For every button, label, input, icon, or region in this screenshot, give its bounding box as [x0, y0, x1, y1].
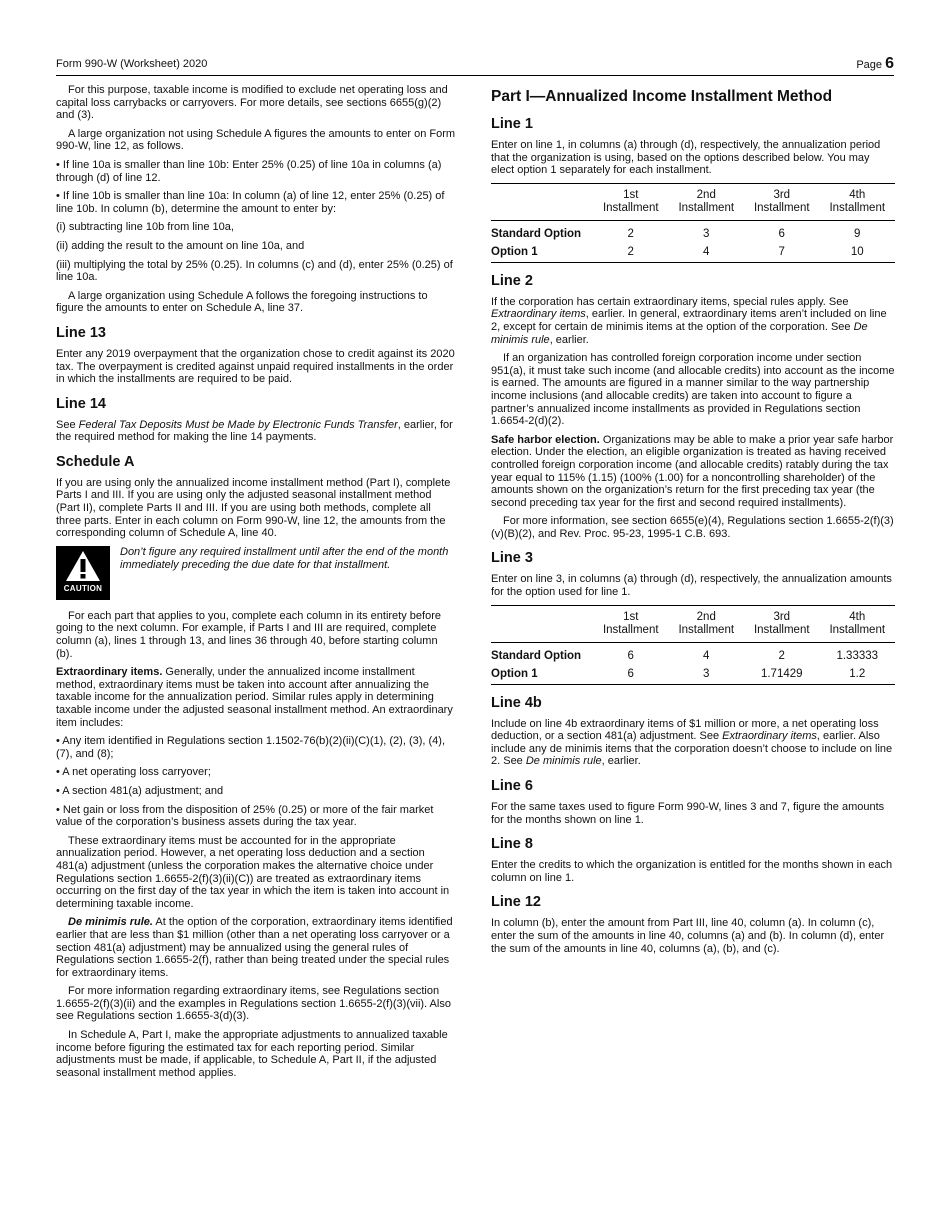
section-heading-line-14: Line 14	[56, 395, 106, 412]
cross-reference: Extraordinary items	[491, 308, 586, 321]
table-header: 3rd Installment	[744, 183, 820, 220]
section-heading-line-3: Line 3	[491, 550, 533, 567]
paragraph: A large organization not using Schedule A figures the amounts to enter on Form 990-W, line 12, as follows.	[56, 127, 456, 153]
table-header: 1st Installment	[593, 183, 669, 220]
table-header: 2nd Installment	[669, 605, 745, 642]
annualization-period-table	[491, 183, 895, 263]
table-cell: 1.71429	[760, 667, 803, 680]
caution-icon	[56, 546, 110, 600]
table-header: 2nd Installment	[669, 183, 745, 220]
run-in-heading: De minimis rule.	[68, 916, 153, 929]
cross-reference: De minimis rule	[525, 755, 602, 768]
table-cell: 4	[703, 649, 710, 662]
page-header	[56, 55, 894, 76]
paragraph: Include on line 4b extraordinary items of $1 million or more, a net operating loss deduction, or a section 481(a) adjustment. See Extraordinary items, earlier. Also include any de minimis items that the corporation doesn’t choose to include on line 2. See De minimis rule, earlier.	[491, 717, 893, 768]
paragraph: For each part that applies to you, complete each column in its entirety before going to the next column. For example, if Parts I and III are required, complete column (a), lines 1 through 13, and lines 36 through 40, before starting column (b).	[56, 609, 441, 660]
section-heading-schedule-a: Schedule A	[56, 453, 135, 470]
section-heading-line-12: Line 12	[491, 894, 541, 911]
text-run: Generally, under the annualized income installment method, extraordinary items must be taken into account after annualizing the taxable income for the annualization period. Similar rules apply in determining taxable income under the adjusted seasonal installment method. An extraordinary item includes:	[56, 666, 453, 729]
table-cell: 2	[778, 649, 785, 662]
paragraph: Enter on line 3, in columns (a) through (d), respectively, the annualization amounts for the option used for line 1.	[491, 573, 892, 599]
row-label: Option 1	[491, 667, 538, 680]
table-cell: 9	[854, 227, 861, 240]
row-label: Standard Option	[491, 649, 582, 662]
paragraph	[56, 916, 456, 979]
cross-reference: De minimis rule	[491, 320, 868, 346]
page-indicator	[856, 55, 894, 73]
paragraph: In column (b), enter the amount from Part III, line 40, column (a). In column (c), enter the sum of the amounts in line 40, columns (a) and (b). In column (d), enter the sum of the amounts in line 40, columns (a), (b), and (c).	[491, 917, 885, 955]
table-header-row	[491, 183, 895, 220]
bullet-item: • A net operating loss carryover;	[56, 766, 211, 779]
bullet-item: • If line 10b is smaller than line 10a: In column (a) of line 12, enter 25% (0.25) of line 10b. In column (b), determine the amount to enter by:	[56, 190, 445, 215]
table-row	[491, 642, 895, 665]
table-header-blank	[491, 183, 593, 220]
row-label: Option 1	[491, 245, 538, 258]
paragraph: For the same taxes used to figure Form 990-W, lines 3 and 7, figure the amounts for the months shown on line 1.	[491, 801, 885, 826]
table-row	[491, 220, 895, 243]
paragraph: Enter the credits to which the organization is entitled for the months shown in each column on line 1.	[491, 859, 893, 884]
caution-label: CAUTION	[63, 583, 103, 593]
text-run: , earlier, for the required method for making the line 14 payments.	[56, 418, 453, 444]
table-cell: 6	[627, 649, 634, 662]
paragraph: A large organization using Schedule A follows the foregoing instructions to figure the amounts to enter on Schedule A, line 37.	[56, 289, 428, 315]
run-in-heading: Safe harbor election.	[491, 433, 600, 446]
table-cell: 7	[778, 245, 785, 258]
text-run: At the option of the corporation, extraordinary items identified earlier that are less than $1 million (other than a net operating loss carryover or a section 481(a) adjustment) may be annualized using the general rules of Regulations section 1.6655-2(f), rather than being treated under the special rules for extraordinary items.	[56, 916, 453, 979]
cross-reference: Federal Tax Deposits Must be Made by Electronic Funds Transfer	[78, 418, 398, 431]
paragraph: In Schedule A, Part I, make the appropriate adjustments to annualized taxable income before figuring the estimated tax for each reporting period. Similar adjustments must be made, if applicable, to Schedule A, Part II, if the adjusted seasonal installment method applies.	[56, 1029, 448, 1079]
paragraph: Enter any 2019 overpayment that the organization chose to credit against its 2020 tax. The overpayment is credited against unpaid required installments in the order in which the installments are required to be paid.	[56, 347, 455, 386]
section-heading-line-8: Line 8	[491, 836, 533, 853]
section-heading-line-6: Line 6	[491, 778, 533, 795]
table-cell: 3	[703, 667, 710, 680]
list-item: (iii) multiplying the total by 25% (0.25). In columns (c) and (d), enter 25% (0.25) of line 10a.	[56, 258, 453, 284]
section-heading-line-13: Line 13	[56, 324, 106, 341]
form-name: Form 990-W (Worksheet) 2020	[56, 58, 208, 70]
table-header-blank	[491, 605, 593, 642]
table-cell: 2	[627, 245, 634, 258]
table-header-row	[491, 605, 895, 642]
table-row	[491, 665, 895, 685]
paragraph: Enter on line 1, in columns (a) through (d), respectively, the annualization period that the organization is using, based on the options described below. You may elect option 1 separately for each installment.	[491, 139, 881, 177]
list-item: (i) subtracting line 10b from line 10a,	[56, 221, 234, 234]
paragraph: For more information, see section 6655(e)(4), Regulations section 1.6655-2(f)(3)(v)(B)(2), and Rev. Proc. 95-23, 1995-1 C.B. 693.	[491, 515, 894, 540]
paragraph: If the corporation has certain extraordinary items, special rules apply. See Extraordinary items, earlier. In general, extraordinary items aren’t included on line 2, except for certain de minimis items at the option of the corporation. See De minimis rule, earlier.	[491, 295, 887, 346]
part-heading: Part I—Annualized Income Installment Method	[491, 88, 833, 105]
paragraph: For more information regarding extraordinary items, see Regulations section 1.6655-2(f)(3)(ii) and the examples in Regulations section 1.6655-2(f)(3)(vii). Also see Regulations section 1.6655-3(d)(3).	[56, 985, 451, 1023]
table-cell: 1.33333	[836, 649, 879, 662]
table-header: 1st Installment	[593, 605, 669, 642]
table-cell: 4	[703, 245, 710, 258]
bullet-item: • If line 10a is smaller than line 10b: Enter 25% (0.25) of line 10a in columns (a) through (d) of line 12.	[56, 158, 442, 184]
table-cell: 2	[627, 227, 634, 240]
bullet-item: • A section 481(a) adjustment; and	[56, 784, 224, 797]
caution-box	[56, 546, 456, 600]
table-cell: 6	[778, 227, 785, 240]
table-header: 4th Installment	[820, 183, 896, 220]
left-column	[56, 84, 456, 1085]
table-cell: 10	[850, 245, 864, 258]
paragraph: For this purpose, taxable income is modified to exclude net operating loss and capital loss carrybacks or carryovers. For more details, see sections 6655(g)(2) and (3).	[56, 84, 448, 122]
paragraph: If an organization has controlled foreign corporation income under section 951(a), it must take such income (and allocable credits) into account as the income is earned. The amounts are figured in a manner similar to the way partnership income inclusions (and allocable credits) are taken into account to figure a partner’s annualized income installments as provided in Regulations section 1.6654-2(d)(2).	[491, 352, 895, 428]
table-cell: 1.2	[849, 667, 866, 680]
section-heading-line-1: Line 1	[491, 116, 533, 132]
paragraph: These extraordinary items must be accounted for in the appropriate annualization period. However, a net operating loss deduction and a section 481(a) adjustment (unless the corporation makes the alternative choice under Regulations section 1.6655-2(f)(3)(ii)(C)) are treated as extraordinary items occurring on the first day of the tax year in which the item is taken into account in determining taxable income.	[56, 834, 450, 910]
run-in-heading: Extraordinary items.	[56, 666, 163, 679]
table-header: 3rd Installment	[744, 605, 820, 642]
paragraph: If you are using only the annualized income installment method (Part I), complete Parts I and III. If you are using only the adjusted seasonal installment method (Part II), complete Parts II and III. If you are using both methods, complete all three parts. Enter in each column on Form 990-W, line 12, the amounts from the corresponding column of Schedule A, line 40.	[56, 476, 451, 540]
row-label: Standard Option	[491, 227, 582, 240]
text-run: See	[56, 418, 79, 431]
section-heading-line-2: Line 2	[491, 272, 533, 289]
page-label: Page	[856, 59, 883, 71]
section-heading-line-4b: Line 4b	[491, 694, 542, 711]
bullet-item: • Net gain or loss from the disposition of 25% (0.25) or more of the fair market value of the corporation’s business assets during the tax year.	[56, 803, 434, 829]
paragraph	[56, 666, 456, 729]
cross-reference: Extraordinary items	[722, 730, 817, 743]
paragraph: Safe harbor election. Organizations may be able to make a prior year safe harbor election. Under the election, an eligible organization is treated as having received controlled foreign corporation income (and allocable credits) ratably during the tax year equal to 115% (1.15) (100% (1.00) for a noncontrolling shareholder) of the amounts shown on the organization’s return for the first preceding tax year (the second preceding tax year for the first and second required installments).	[491, 433, 894, 509]
bullet-item: • Any item identified in Regulations section 1.1502-76(b)(2)(ii)(C)(1), (2), (3), (4), (7), and (8);	[56, 735, 445, 760]
paragraph	[56, 419, 456, 444]
list-item: (ii) adding the result to the amount on line 10a, and	[56, 239, 305, 252]
table-cell: 3	[703, 227, 710, 240]
right-column	[491, 84, 895, 961]
page-number: 6	[885, 55, 894, 72]
table-header: 4th Installment	[820, 605, 896, 642]
table-cell: 6	[627, 667, 634, 680]
annualization-amounts-table	[491, 605, 895, 685]
table-row	[491, 243, 895, 263]
caution-text: Don’t figure any required installment until after the end of the month immediately preceding the due date for that installment.	[120, 545, 449, 571]
